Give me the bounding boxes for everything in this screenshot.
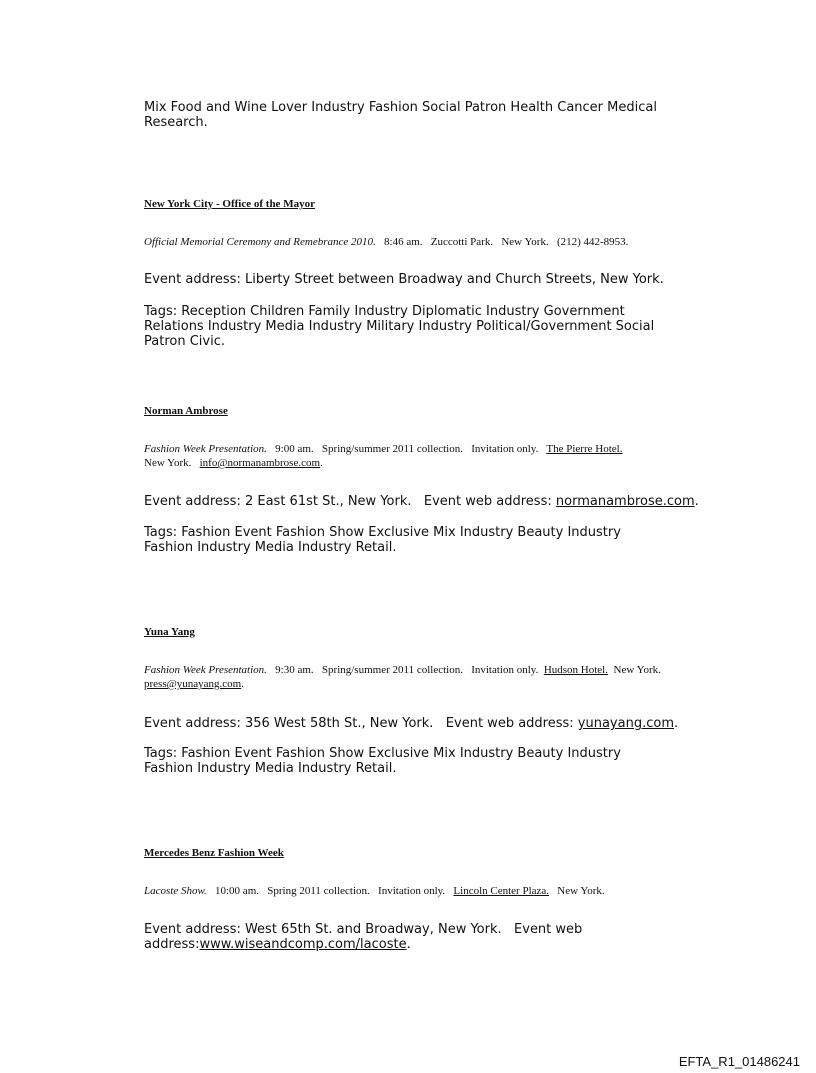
- event-address-text: Event address: West 65th St. and Broadway, New York. Event web address:: [144, 922, 587, 952]
- event-email-link[interactable]: info@normanambrose.com: [199, 457, 321, 469]
- event-web-link[interactable]: normanambrose.com: [555, 494, 695, 509]
- event-title: Lacoste Show.: [144, 885, 207, 897]
- event-tags: Tags: Fashion Event Fashion Show Exclusive Mix Industry Beauty Industry Fashion Industry Media Industry Retail.: [144, 525, 621, 555]
- event-city: New York.: [613, 664, 661, 676]
- event-tags: Tags: Reception Children Family Industry Diplomatic Industry Government Relations Industry Media Industry Military Industry Political/Government Social Patron Civic.: [144, 304, 655, 349]
- event-city: New York.: [144, 457, 192, 469]
- event-org-heading: Yuna Yang: [144, 626, 195, 638]
- event-details: Fashion Week Presentation. 9:00 am. Spring/summer 2011 collection. Invitation only. The Pierre Hotel. New York. info@normanambrose.com.: [144, 443, 623, 469]
- event-title: Fashion Week Presentation.: [144, 664, 267, 676]
- event-venue-link[interactable]: The Pierre Hotel.: [546, 443, 623, 455]
- event-details: [144, 884, 724, 898]
- document-id: EFTA_R1_01486241: [678, 1054, 800, 1069]
- event-address: Event address: 356 West 58th St., New York. Event web address: yunayang.com.: [144, 716, 679, 731]
- event-venue-link[interactable]: Lincoln Center Plaza.: [453, 885, 550, 897]
- event-city: New York.: [557, 885, 605, 897]
- event-time-info: 10:00 am. Spring 2011 collection. Invitation only.: [215, 885, 446, 897]
- event-time-info: 9:30 am. Spring/summer 2011 collection. Invitation only.: [275, 664, 539, 676]
- event-details: [144, 235, 724, 249]
- event-address: Event address: 2 East 61st St., New York. Event web address: normanambrose.com.: [144, 494, 699, 509]
- intro-tags: Mix Food and Wine Lover Industry Fashion Social Patron Health Cancer Medical Research.: [144, 100, 657, 130]
- event-details: Fashion Week Presentation. 9:30 am. Spring/summer 2011 collection. Invitation only. Hudson Hotel. New York. press@yunayang.com.: [144, 664, 661, 690]
- event-venue-link[interactable]: Hudson Hotel.: [543, 664, 608, 676]
- event-title: Official Memorial Ceremony and Remebrance 2010.: [144, 236, 376, 248]
- event-address-text: Event address: 2 East 61st St., New York. Event web address:: [144, 494, 552, 509]
- event-title: Fashion Week Presentation.: [144, 443, 267, 455]
- event-web-link[interactable]: www.wiseandcomp.com/lacoste: [199, 937, 407, 952]
- event-web-link[interactable]: yunayang.com: [577, 716, 674, 731]
- event-address-text: Event address: 356 West 58th St., New York. Event web address:: [144, 716, 574, 731]
- event-org-heading: Norman Ambrose: [144, 405, 228, 417]
- event-tags: Tags: Fashion Event Fashion Show Exclusive Mix Industry Beauty Industry Fashion Industry Media Industry Retail.: [144, 746, 621, 776]
- event-address: Event address: Liberty Street between Broadway and Church Streets, New York.: [144, 272, 664, 287]
- event-org-heading: New York City - Office of the Mayor: [144, 198, 315, 210]
- event-time-info: 9:00 am. Spring/summer 2011 collection. Invitation only.: [275, 443, 539, 455]
- event-time-place: 8:46 am. Zuccotti Park. New York. (212) 442-8953.: [384, 236, 629, 248]
- event-address: Event address: West 65th St. and Broadway, New York. Event web address:www.wiseandcomp.com/lacoste.: [144, 922, 587, 952]
- event-email-link[interactable]: press@yunayang.com: [144, 678, 242, 690]
- event-org-heading: Mercedes Benz Fashion Week: [144, 847, 284, 859]
